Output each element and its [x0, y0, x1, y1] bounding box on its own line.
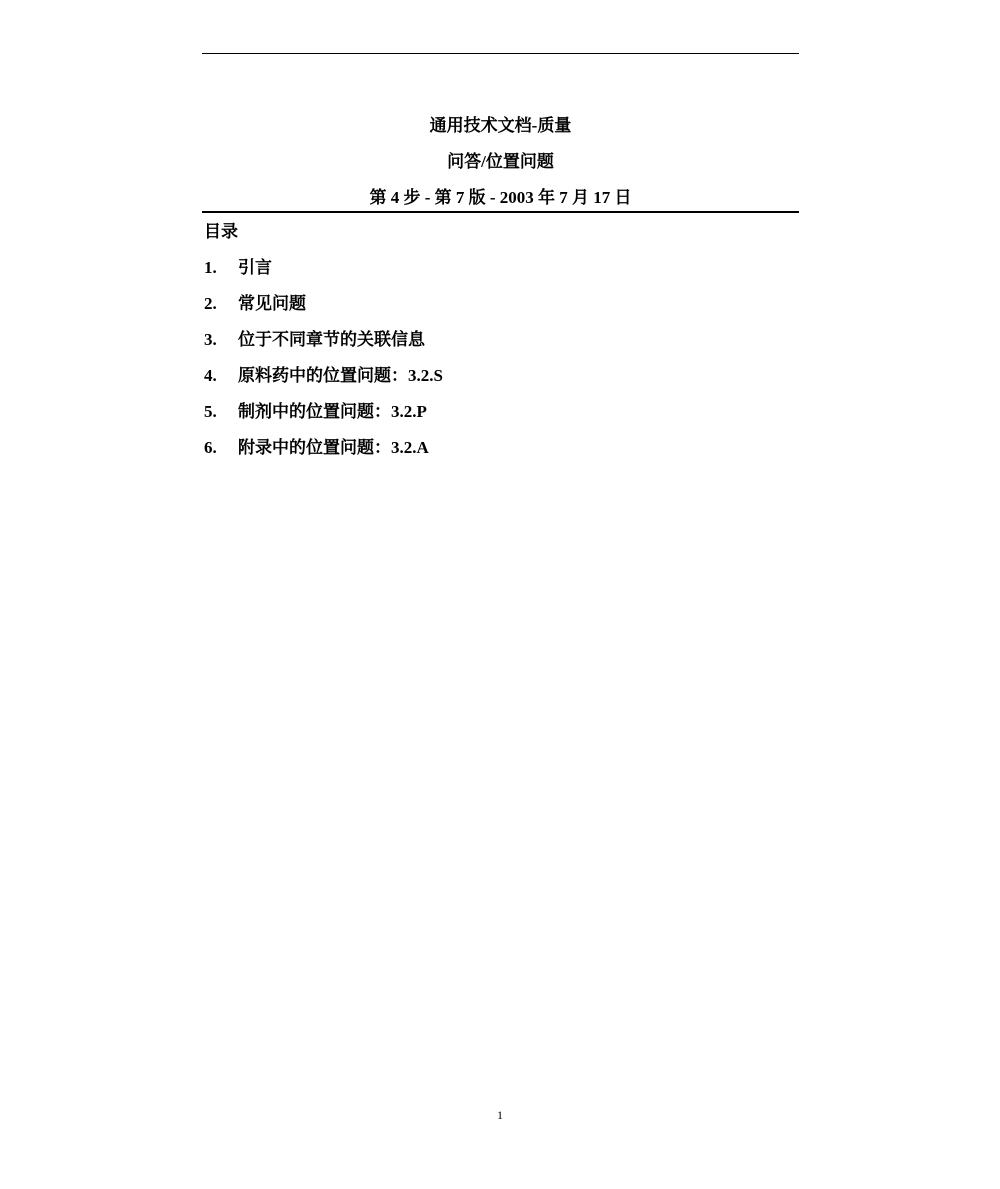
toc-item-number: 2.: [204, 294, 217, 313]
header-bottom-rule: [202, 211, 799, 213]
toc-item-number: 6.: [204, 438, 217, 457]
toc-item-5[interactable]: [204, 398, 794, 434]
toc-list: [204, 254, 794, 470]
toc-item-2[interactable]: [204, 290, 794, 326]
toc-item-number: 4.: [204, 366, 217, 385]
page-number: 1: [497, 1108, 503, 1122]
toc-item-text: 位于不同章节的关联信息: [238, 330, 425, 349]
document-title: 通用技术文档-质量: [429, 116, 572, 135]
toc-item-4[interactable]: [204, 362, 794, 398]
table-of-contents: [204, 218, 794, 470]
toc-item-1[interactable]: [204, 254, 794, 290]
toc-item-3[interactable]: [204, 326, 794, 362]
toc-item-text: 引言: [238, 258, 272, 277]
toc-item-text: 常见问题: [238, 294, 306, 313]
toc-item-6[interactable]: [204, 434, 794, 470]
document-header: [202, 108, 799, 216]
toc-item-number: 3.: [204, 330, 217, 349]
top-rule: [202, 53, 799, 54]
document-subtitle: 问答/位置问题: [447, 152, 554, 171]
version-line: 第 4 步 - 第 7 版 - 2003 年 7 月 17 日: [369, 188, 632, 207]
toc-item-text: 原料药中的位置问题：3.2.S: [238, 366, 443, 385]
toc-item-number: 5.: [204, 402, 217, 421]
toc-item-text: 制剂中的位置问题：3.2.P: [238, 402, 427, 421]
toc-item-text: 附录中的位置问题：3.2.A: [238, 438, 429, 457]
toc-item-number: 1.: [204, 258, 217, 277]
toc-heading: 目录: [204, 222, 238, 241]
